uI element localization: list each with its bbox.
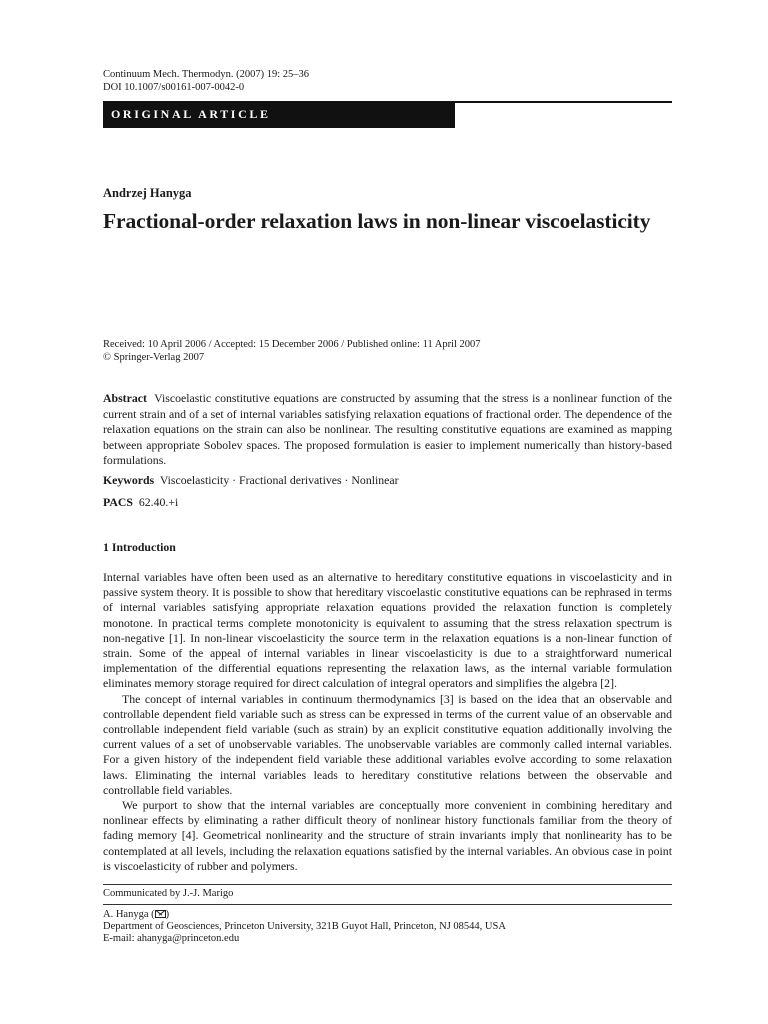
- corresponding-author-close: ): [165, 909, 170, 920]
- keywords-text: Viscoelasticity · Fractional derivatives · Nonlinear: [159, 473, 399, 487]
- envelope-icon: [155, 910, 166, 918]
- pacs-text: 62.40.+i: [138, 495, 179, 509]
- paragraph: Internal variables have often been used as an alternative to hereditary constitutive equations in viscoelasticity and in passive system theory. It is possible to show that hereditary viscoelastic constitutive equations can be rephrased in terms of internal variables satisfying appropriate relaxation equations provided the relaxation function is completely monotone. In practical terms complete monotonicity is equivalent to assuming that the stress relaxation spectrum is non-negative [1]. In non-linear viscoelasticity the source term in the relaxation equations is a non-linear function of strain. Some of the appeal of internal variables in linear viscoelasticity is due to a straightforward numerical implementation of the differential equations representing the relaxation laws, as the internal variable formulation eliminates memory storage required for direct calculation of integral operators and simplifies the algebra [2].: [103, 570, 672, 691]
- paper-title: Fractional-order relaxation laws in non-linear viscoelasticity: [103, 209, 651, 233]
- journal-header: [103, 68, 309, 94]
- paragraph: We purport to show that the internal variables are conceptually more convenient in combining hereditary and nonlinear effects by eliminating a rather difficult theory of nonlinear history functionals familiar from the theory of fading memory [4]. Geometrical nonlinearity and the structure of strain invariants imply that nonlinearity has to be contemplated at all levels, including the relaxation equations satisfied by the internal variables. An obvious case in point is viscoelasticity of rubber and polymers.: [103, 798, 672, 873]
- communicated-by: Communicated by J.-J. Marigo: [103, 888, 234, 899]
- email[interactable]: E-mail: ahanyga@princeton.edu: [103, 933, 240, 944]
- pacs: [103, 495, 178, 510]
- section-body: [103, 570, 672, 874]
- abstract-label: Abstract: [103, 391, 147, 405]
- abstract-text: Viscoelastic constitutive equations are constructed by assuming that the stress is a nonlinear function of the current strain and of a set of internal variables satisfying relaxation equations of fractional order. The dependence of the relaxation equations on the strain can also be nonlinear. The resulting constitutive equations are examined as mapping between appropriate Sobolev spaces. The proposed formulation is easier to implement numerically than history-based formulations.: [103, 391, 672, 467]
- corresponding-author: [103, 909, 506, 921]
- keywords-label: Keywords: [103, 473, 155, 487]
- doi[interactable]: DOI 10.1007/s00161-007-0042-0: [103, 82, 245, 93]
- footnote-rule: [103, 904, 672, 905]
- footnote-rule: [103, 884, 672, 885]
- publication-dates: [103, 338, 481, 364]
- abstract: [103, 391, 672, 469]
- corresponding-author-name: A. Hanyga (: [103, 909, 155, 920]
- author-name: Andrzej Hanyga: [103, 186, 192, 200]
- history-dates: Received: 10 April 2006 / Accepted: 15 December 2006 / Published online: 11 April 2007: [103, 339, 481, 350]
- author-affiliation: [103, 909, 506, 945]
- pacs-label: PACS: [103, 495, 133, 509]
- article-type-label: ORIGINAL ARTICLE: [103, 103, 455, 128]
- paragraph: The concept of internal variables in continuum thermodynamics [3] is based on the idea that an observable and controllable dependent field variable such as stress can be expressed in terms of the current value of an observable and controllable independent field variable (such as strain) by an explicit constitutive equation additionally involving the current values of a set of unobservable variables. The unobservable variables are commonly called internal variables. For a given history of the independent field variable these additional variables evolve according to some relaxation laws. Eliminating the internal variables leads to hereditary constitutive relations between the observable and controllable field variables.: [103, 691, 672, 797]
- section-heading: 1 Introduction: [103, 540, 176, 554]
- copyright: © Springer-Verlag 2007: [103, 352, 205, 363]
- keywords: [103, 473, 399, 488]
- journal-citation: Continuum Mech. Thermodyn. (2007) 19: 25–36: [103, 69, 309, 80]
- department: Department of Geosciences, Princeton University, 321B Guyot Hall, Princeton, NJ 08544, USA: [103, 921, 506, 932]
